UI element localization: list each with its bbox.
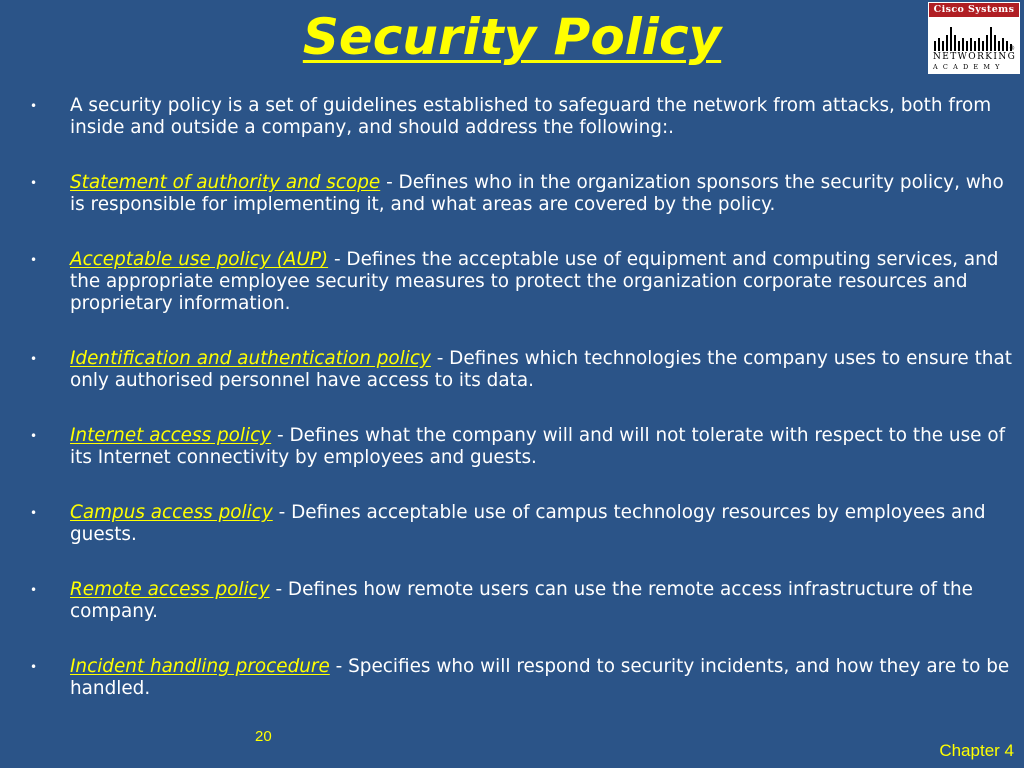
bullet-text: - Defines who in the organization sponsors the security policy, who is responsible for implementing it, and what areas are covered by the policy. bbox=[70, 172, 1004, 215]
bullet-term: Remote access policy bbox=[70, 579, 270, 600]
chapter-label: Chapter 4 bbox=[939, 741, 1014, 760]
bullet-item bbox=[30, 579, 1015, 623]
logo-brand-text: Cisco Systems bbox=[929, 3, 1019, 17]
logo-bridge-icon bbox=[933, 21, 1015, 51]
bullet-item bbox=[30, 348, 1015, 392]
bullet-item bbox=[30, 249, 1015, 315]
bullet-text: - Defines how remote users can use the remote access infrastructure of the company. bbox=[70, 579, 973, 622]
bullet-dot: • bbox=[30, 506, 38, 520]
bullet-term: Statement of authority and scope bbox=[70, 172, 381, 193]
bullet-term: Campus access policy bbox=[70, 502, 273, 523]
bullet-dot: • bbox=[30, 660, 38, 674]
bullet-item bbox=[30, 172, 1015, 216]
bullet-dot: • bbox=[30, 176, 38, 190]
bullet-item bbox=[30, 656, 1015, 700]
slide-title: Security Policy bbox=[302, 8, 722, 66]
bullet-dot: • bbox=[30, 583, 38, 597]
bullet-text: A security policy is a set of guidelines established to safeguard the network from attacks, both from inside and outside a company, and should address the following:. bbox=[70, 95, 992, 138]
logo-networking-text: NETWORKING bbox=[933, 52, 1017, 62]
bullet-term: Internet access policy bbox=[70, 425, 272, 446]
bullet-dot: • bbox=[30, 253, 38, 267]
bullet-dot: • bbox=[30, 429, 38, 443]
logo-academy-text: ACADEMY bbox=[933, 63, 1005, 71]
bullet-term: Acceptable use policy (AUP) bbox=[70, 249, 329, 270]
bullet-text: - Defines what the company will and will not tolerate with respect to the use of its Internet connectivity by employees and guests. bbox=[70, 425, 1006, 468]
registered-mark: ® bbox=[1009, 45, 1015, 52]
bullet-item bbox=[30, 502, 1015, 546]
bullet-dot: • bbox=[30, 99, 38, 113]
bullet-term: Identification and authentication policy bbox=[70, 348, 431, 369]
bullet-list bbox=[30, 95, 1015, 733]
bullet-text: - Defines which technologies the company uses to ensure that only authorised personnel have access to its data. bbox=[70, 348, 1012, 391]
bullet-text: - Defines the acceptable use of equipment and computing services, and the appropriate employee security measures to protect the organization corporate resources and proprietary information. bbox=[70, 249, 999, 314]
bullet-dot: • bbox=[30, 352, 38, 366]
cisco-networking-academy-logo bbox=[928, 2, 1020, 74]
bullet-term: Incident handling procedure bbox=[70, 656, 330, 677]
bullet-item bbox=[30, 425, 1015, 469]
page-number: 20 bbox=[255, 728, 272, 745]
bullet-text: - Defines acceptable use of campus technology resources by employees and guests. bbox=[70, 502, 986, 545]
bullet-text: - Specifies who will respond to security incidents, and how they are to be handled. bbox=[70, 656, 1010, 699]
bullet-item bbox=[30, 95, 1015, 139]
